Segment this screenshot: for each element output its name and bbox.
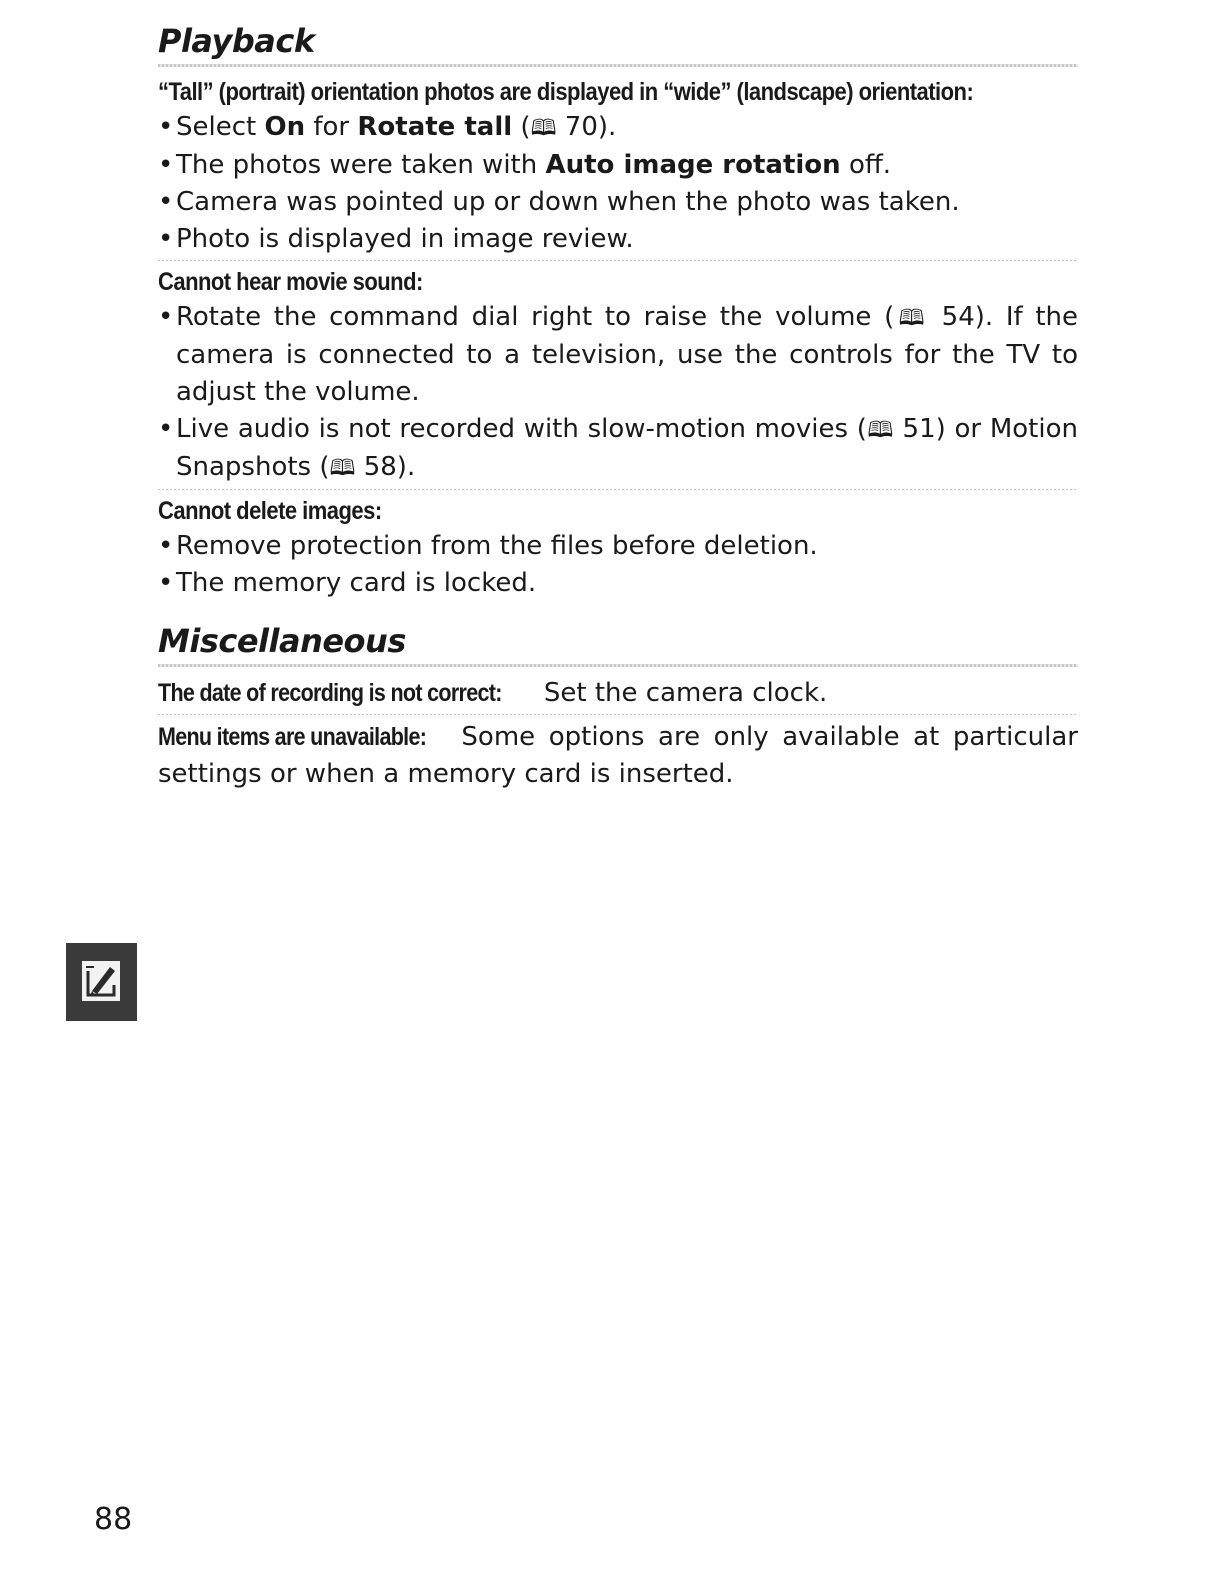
issue-list-cannot-delete xyxy=(158,528,1078,602)
issue-divider xyxy=(158,714,1078,715)
misc-item-date: The date of recording is not correct: Set the camera clock. xyxy=(158,675,1078,712)
misc-heading: The date of recording is not correct: xyxy=(158,679,502,707)
list-item: • Select On for Rotate tall (🕮 70). xyxy=(158,109,1078,147)
list-item: • The memory card is locked. xyxy=(158,565,1078,602)
issue-heading-movie-sound: Cannot hear movie sound: xyxy=(158,268,423,296)
issue-divider xyxy=(158,260,1078,261)
list-item: • Rotate the command dial right to raise the volume (🕮 54). If the camera is connected to a television, use the controls for the TV to adjust the volume. xyxy=(158,299,1078,411)
misc-heading: Menu items are unavailable: xyxy=(158,723,427,751)
issue-divider xyxy=(158,489,1078,490)
issue-list-tall-orientation xyxy=(158,109,1078,258)
section-divider xyxy=(158,664,1078,667)
list-item: • The photos were taken with Auto image rotation off. xyxy=(158,147,1078,184)
book-icon: 🕮 xyxy=(894,306,929,331)
section-title-playback: Playback xyxy=(158,22,315,60)
issue-list-movie-sound xyxy=(158,299,1078,487)
issue-heading-cannot-delete: Cannot delete images: xyxy=(158,497,382,525)
book-icon: 🕮 xyxy=(329,456,356,481)
list-item: • Live audio is not recorded with slow-motion movies (🕮 51) or Motion Snapshots (🕮 58). xyxy=(158,411,1078,487)
page-number: 88 xyxy=(94,1502,133,1537)
issue-heading-tall-orientation: “Tall” (portrait) orientation photos are displayed in “wide” (landscape) orientation: xyxy=(158,78,974,106)
book-icon: 🕮 xyxy=(866,418,894,443)
section-divider xyxy=(158,64,1078,67)
book-icon: 🕮 xyxy=(530,116,557,141)
list-item: • Camera was pointed up or down when the photo was taken. xyxy=(158,184,1078,221)
section-title-miscellaneous: Miscellaneous xyxy=(158,622,406,660)
page-content xyxy=(158,20,1078,793)
list-item: • Photo is displayed in image review. xyxy=(158,221,1078,258)
retouch-pencil-icon xyxy=(82,961,120,1001)
section-tab-retouch xyxy=(66,943,137,1021)
misc-item-menu: Menu items are unavailable: Some options are only available at particular settings or when a memory card is inserted. xyxy=(158,719,1078,793)
list-item: • Remove protection from the files before deletion. xyxy=(158,528,1078,565)
